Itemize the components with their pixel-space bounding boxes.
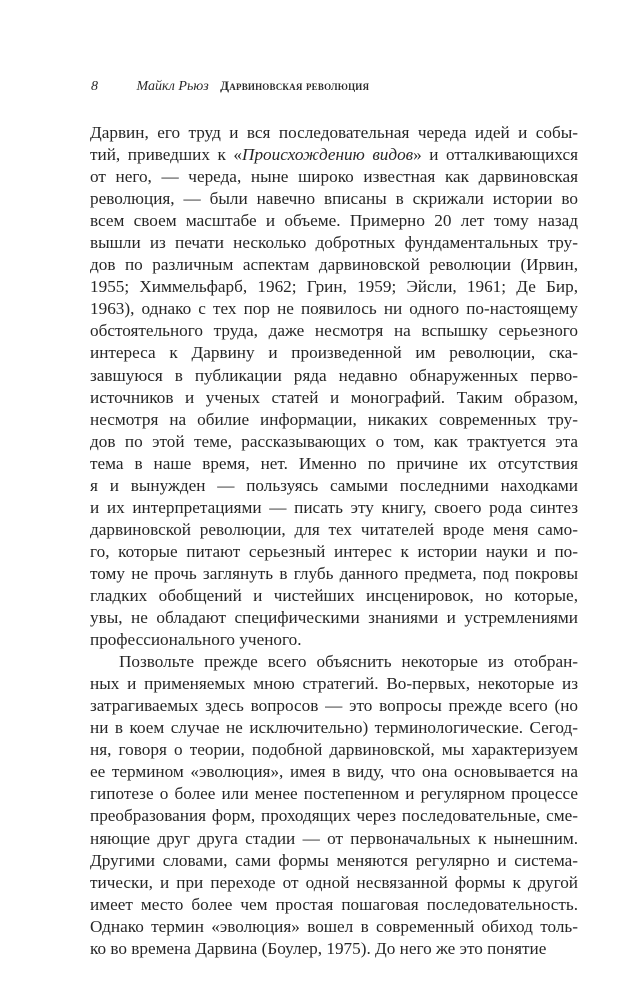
body-text [90, 122, 578, 960]
text-line: ных и применяемых мною стратегий. Во-первых, некоторые из [90, 674, 578, 694]
text-line: дов по различным аспектам дарвиновской революции (Ирвин, [90, 255, 578, 275]
text-line: завшуюся в публикации ряда недавно обнаруженных перво- [90, 365, 578, 385]
text-line: го, которые питают серьезный интерес к истории науки и по- [90, 541, 578, 561]
text-line: всем своем масштабе и объеме. Примерно 20 лет тому назад [90, 211, 578, 231]
text-line: затрагиваемых здесь вопросов — это вопросы прежде всего (но [90, 696, 578, 716]
text-line: Позвольте прежде всего объяснить некоторые из отобран- [119, 652, 578, 672]
running-head [91, 78, 369, 98]
text-line: Дарвин, его труд и вся последовательная череда идей и собы- [90, 123, 578, 142]
text-line: от него, — череда, ныне широко известная как дарвиновская [90, 167, 578, 187]
author-name: Майкл Рьюз [136, 79, 209, 94]
italic-book-title: Происхождению видов [242, 145, 414, 165]
text-line: вышли из печати несколько добротных фундаментальных тру- [90, 233, 578, 253]
text-line: ко во времена Дарвина (Боулер, 1975). До него же это понятие [90, 938, 547, 958]
text-line: 1955; Химмельфарб, 1962; Грин, 1959; Эйсли, 1961; Де Бир, [90, 277, 578, 297]
text-line: революция, — были навечно вписаны в скрижали истории во [90, 189, 578, 209]
text-line: Однако термин «эволюция» вошел в современный обиход толь- [90, 916, 578, 936]
text-line: ни в коем случае не исключительно) терминологические. Сегод- [90, 718, 578, 738]
text-line: гладких обобщений и чистейших инсценировок, но которые, [90, 585, 578, 605]
text-line: няющие друг друга стадии — от первоначальных к нынешним. [90, 828, 578, 848]
text-line: и их интерпретациями — писать эту книгу, своего рода синтез [90, 497, 578, 517]
text-line: дов по этой теме, рассказывающих о том, как трактуется эта [90, 431, 578, 451]
text-line: тема в наше время, нет. Именно по причине их отсутствия [90, 453, 578, 473]
text-line: источников и ученых статей и монографий. Таким образом, [90, 387, 578, 407]
text-line: гипотезе о более или менее постепенном и регулярном процессе [90, 784, 578, 804]
text-line: 1963), однако с тех пор не появилось ни одного по-настоящему [90, 299, 578, 319]
text-line: ее термином «эволюция», имея в виду, что она основывается на [90, 762, 578, 782]
text-line: дарвиновской революции, для тех читателей вроде меня само- [90, 519, 578, 539]
text-line: тий, приведших к «Происхождению видов» и отталкивающихся [90, 145, 578, 165]
text-line: тически, и при переходе от одной несвязанной формы к другой [90, 872, 578, 892]
text-line: я и вынужден — пользуясь самыми последними находками [90, 475, 578, 495]
text-line: обстоятельного труда, даже несмотря на вспышку серьезного [90, 321, 578, 341]
text-line: Другими словами, сами формы меняются регулярно и система- [90, 850, 578, 870]
paragraph [90, 122, 578, 651]
text-line: несмотря на обилие информации, никаких современных тру- [90, 409, 578, 429]
page-number: 8 [91, 79, 98, 94]
text-line: имеет место более чем простая пошаговая последовательность. [90, 894, 578, 914]
text-line: профессионального ученого. [90, 630, 302, 650]
text-line: преобразования форм, проходящих через последовательные, сме- [90, 806, 578, 826]
text-line: тому не прочь заглянуть в глубь данного предмета, под покровы [90, 563, 578, 583]
text-line: увы, не обладают специфическими знаниями и устремлениями [90, 608, 578, 628]
book-title: Дарвиновская революция [220, 78, 370, 93]
text-line: интереса к Дарвину и произведенной им революции, ска- [90, 343, 578, 363]
text-line: ня, говоря о теории, подобной дарвиновской, мы характеризуем [90, 740, 578, 760]
paragraph [90, 651, 578, 960]
